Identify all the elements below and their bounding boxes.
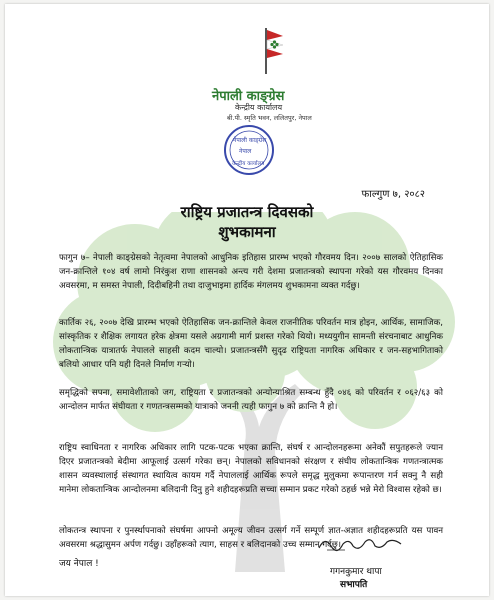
letter-date: फाल्गुण ७, २०८२ [361,189,425,200]
letter-title-line1: राष्ट्रिय प्रजातन्त्र दिवसको [180,203,314,221]
seal-text-bottom: केन्द्रीय कार्यालय [232,161,265,167]
seal-text-top: नेपाली काङ्ग्रेस [233,137,267,144]
seal-text-middle: नेपाल [239,148,252,155]
closing-salutation: जय नेपाल ! [59,559,99,569]
signatory-title: सभापति [340,580,368,590]
office-name: केन्द्रीय कार्यालय [235,103,283,112]
paragraph-3: समृद्धिको सपना, समावेशीताको जग, राष्ट्रियता र प्रजातन्त्रको अन्योन्याश्रित सम्बन्ध हुँदै ०४६ को परिवर्तन र ०६२/६३ को आन्दोलन मार्फत संघीयता र गणतन्त्रसम्मको यात्राको जननी त्यही फागुन ७ को क्रान्ति नै हो। [59,388,443,412]
paragraph-4: राष्ट्रिय स्वाधिनता र नागरिक अधिकार लागि पटक-पटक भएका क्रान्ति, संघर्ष र आन्दोलनहरूमा अनेकौं सपुतहरूले ज्यान दिएर प्रजातन्त्रको बेदीमा आफूलाई उत्सर्ग गरेका छन्। नेपालको सविधानको संरक्षण र संघीय लोकतान्त्रिक गणतन्त्रात्मक शासन व्यवस्थालाई संस्थागत स्थायित्व कायम गर्दै नेपाललाई आर्थिक रूपले समृद्ध मुलुकमा रूपान्तरण गर्न सक्नु नै सही मानेमा लोकतान्त्रिक आन्दोलनमा बलिदानी दिनु हुने शहीदहरूप्रति सच्चा सम्मान प्रकट गरेको ठहर्छ भन्ने मेरो विश्वास रहेको छ। [59,443,443,495]
org-name: नेपाली काङ्ग्रेस [212,89,285,104]
paragraph-5: लोकतन्त्र स्थापना र पुनर्स्थापनाको संघर्षमा आफ्नो अमूल्य जीवन उत्सर्ग गर्ने सम्पूर्ण ज्ञात-अज्ञात शहीदहरूप्रति यस पावन अवसरमा श्रद्धासुमन अर्पण गर्दछु। उहाँहरूको त्याग, साहस र बलिदानको उच्च सम्मान गर्दछु। [59,526,443,550]
handwritten-signature [315,532,405,556]
paragraph-1: फागुन ७– नेपाली काङ्ग्रेसको नेतृत्वमा नेपालको आधुनिक इतिहास प्रारम्भ भएको गौरवमय दिन। २००७ सालको ऐतिहासिक जन-क्रान्तिले १०४ वर्ष लामो निरंकुश राणा शासनको अन्त्य गरी देशमा प्रजातन्त्रको स्थापना गरेको यस गौरवमय दिनका अवसरमा, म समस्त नेपाली, दिदीबहिनी तथा दाजुभाइमा हार्दिक मंगलमय शुभकामना व्यक्त गर्दछु। [59,253,443,291]
letter-page [5,4,489,596]
party-flag-logo [250,26,284,76]
signatory-name: गगनकुमार थापा [330,567,382,577]
letter-title-line2: शुभकामना [218,223,276,241]
paragraph-2: कार्तिक २६, २००७ देखि प्रारम्भ भएको ऐतिहासिक जन-क्रान्तिले केवल राजनीतिक परिवर्तन मात्र होइन, आर्थिक, सामाजिक, सांस्कृतिक र शैक्षिक लगायत हरेक क्षेत्रमा यसले अग्रगामी मार्ग प्रशस्त गरेको थियो। मध्ययुगीन सामन्ती संरचनाबाट आधुनिक लोकतान्त्रिक यात्रातर्फ नेपालले साहसी कदम चाल्यो। प्रजातन्त्रसँगै सुदृढ राष्ट्रियता नागरिक अधिकार र जन-सहभागिताको बलियो आधार पनि यही दिनले निर्माण गर्‍यो। [59,318,443,370]
office-address: बी.पी. स्मृति भवन, ललितपुर, नेपाल [227,114,312,122]
